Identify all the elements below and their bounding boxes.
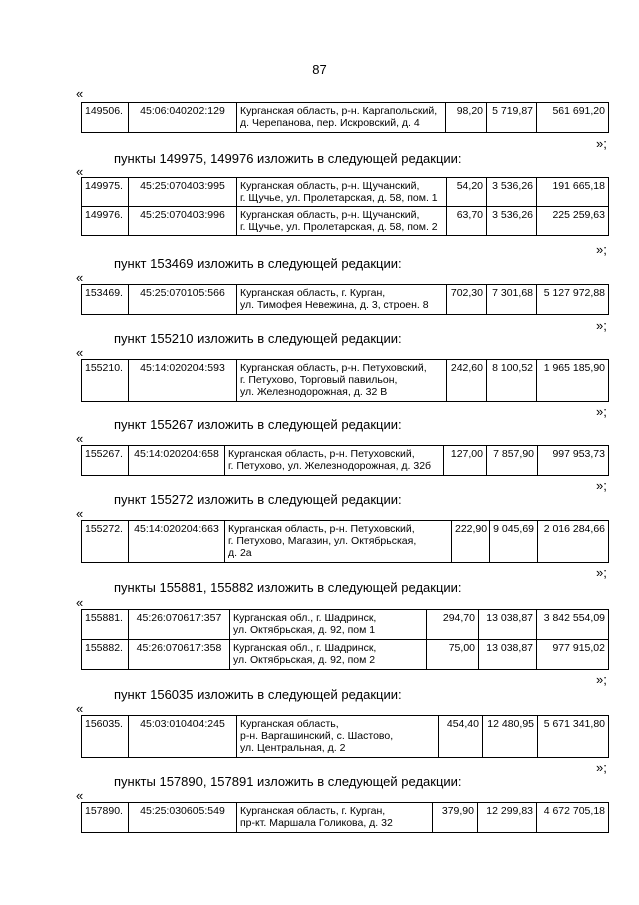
address-cell xyxy=(225,446,444,476)
close-quote: »; xyxy=(596,760,607,775)
rate-cell: 13 038,87 xyxy=(479,610,537,640)
address-line: Курганская область, р-н. Каргапольский, xyxy=(240,105,438,117)
rate-cell: 12 299,83 xyxy=(478,803,537,833)
section-heading: пункт 153469 изложить в следующей редакции: xyxy=(114,256,402,271)
table-row xyxy=(82,521,609,563)
address-cell xyxy=(230,640,427,670)
address-line: Курганская обл., г. Шадринск, xyxy=(233,612,377,624)
address-line: Курганская область, р-н. Петуховский, xyxy=(240,362,427,374)
address-line: Курганская область, г. Курган, xyxy=(240,287,386,299)
registry-table xyxy=(81,802,609,833)
address-cell xyxy=(230,610,427,640)
cadastral-number: 45:14:020204:593 xyxy=(129,360,237,402)
address-line: Курганская область, xyxy=(240,718,339,730)
value-cell: 977 915,02 xyxy=(537,640,609,670)
address-cell xyxy=(237,178,447,207)
address-line: ул. Центральная, д. 2 xyxy=(240,742,346,754)
rate-cell: 13 038,87 xyxy=(479,640,537,670)
open-quote: « xyxy=(76,86,84,101)
cadastral-number: 45:14:020204:658 xyxy=(129,446,225,476)
area-cell: 379,90 xyxy=(433,803,478,833)
item-number: 155272. xyxy=(82,521,129,563)
area-cell: 63,70 xyxy=(447,207,487,236)
item-number: 156035. xyxy=(82,716,129,758)
area-cell: 702,30 xyxy=(447,285,487,315)
item-number: 157890. xyxy=(82,803,129,833)
cadastral-number: 45:06:040202:129 xyxy=(129,103,237,133)
address-line: Курганская область, г. Курган, xyxy=(240,805,386,817)
rate-cell: 7 301,68 xyxy=(487,285,537,315)
table-row xyxy=(82,207,609,236)
table-row xyxy=(82,285,609,315)
section-heading: пункты 157890, 157891 изложить в следующей редакции: xyxy=(114,774,462,789)
section-heading: пункты 149975, 149976 изложить в следующей редакции: xyxy=(114,151,462,166)
close-quote: »; xyxy=(596,242,607,257)
value-cell: 1 965 185,90 xyxy=(537,360,609,402)
open-quote: « xyxy=(76,701,84,716)
cadastral-number: 45:26:070617:358 xyxy=(129,640,230,670)
address-line: Курганская область, р-н. Щучанский, xyxy=(240,209,420,221)
value-cell: 5 671 341,80 xyxy=(538,716,609,758)
address-line: г. Петухово, Торговый павильон, xyxy=(240,374,398,386)
cadastral-number: 45:14:020204:663 xyxy=(129,521,225,563)
address-line: г. Щучье, ул. Пролетарская, д. 58, пом. 2 xyxy=(240,221,438,233)
close-quote: »; xyxy=(596,318,607,333)
open-quote: « xyxy=(76,345,84,360)
section-heading: пункт 155210 изложить в следующей редакции: xyxy=(114,331,402,346)
close-quote: »; xyxy=(596,672,607,687)
cadastral-number: 45:25:070105:566 xyxy=(129,285,237,315)
rate-cell: 12 480,95 xyxy=(483,716,538,758)
registry-table xyxy=(81,609,609,670)
item-number: 149975. xyxy=(82,178,129,207)
address-cell xyxy=(237,803,433,833)
address-line: Курганская область, р-н. Петуховский, xyxy=(228,523,415,535)
area-cell: 127,00 xyxy=(444,446,487,476)
area-cell: 75,00 xyxy=(427,640,479,670)
table-row xyxy=(82,360,609,402)
address-cell xyxy=(237,103,446,133)
registry-table xyxy=(81,520,609,563)
item-number: 155882. xyxy=(82,640,129,670)
item-number: 155210. xyxy=(82,360,129,402)
value-cell: 191 665,18 xyxy=(537,178,609,207)
registry-table xyxy=(81,284,609,315)
address-line: г. Щучье, ул. Пролетарская, д. 58, пом. 1 xyxy=(240,192,438,204)
address-line: ул. Октябрьская, д. 92, пом 1 xyxy=(233,624,376,636)
registry-table xyxy=(81,359,609,402)
open-quote: « xyxy=(76,506,84,521)
close-quote: »; xyxy=(596,565,607,580)
value-cell: 225 259,63 xyxy=(537,207,609,236)
address-line: Курганская область, р-н. Щучанский, xyxy=(240,180,420,192)
rate-cell: 5 719,87 xyxy=(487,103,537,133)
table-row xyxy=(82,178,609,207)
cadastral-number: 45:25:030605:549 xyxy=(129,803,237,833)
close-quote: »; xyxy=(596,478,607,493)
open-quote: « xyxy=(76,788,84,803)
cadastral-number: 45:25:070403:996 xyxy=(129,207,237,236)
rate-cell: 9 045,69 xyxy=(490,521,538,563)
address-line: Курганская обл., г. Шадринск, xyxy=(233,642,377,654)
item-number: 155881. xyxy=(82,610,129,640)
address-line: д. 2а xyxy=(228,547,252,559)
section-heading: пункт 155267 изложить в следующей редакции: xyxy=(114,417,402,432)
address-line: д. Черепанова, пер. Искровский, д. 4 xyxy=(240,117,420,129)
address-line: ул. Тимофея Невежина, д. 3, строен. 8 xyxy=(240,299,429,311)
area-cell: 242,60 xyxy=(447,360,487,402)
item-number: 149976. xyxy=(82,207,129,236)
table-row xyxy=(82,103,609,133)
section-heading: пункт 155272 изложить в следующей редакции: xyxy=(114,492,402,507)
value-cell: 4 672 705,18 xyxy=(537,803,609,833)
open-quote: « xyxy=(76,270,84,285)
address-cell xyxy=(237,716,439,758)
table-row xyxy=(82,640,609,670)
section-heading: пункты 155881, 155882 изложить в следующей редакции: xyxy=(114,580,462,595)
registry-table xyxy=(81,715,609,758)
registry-table xyxy=(81,445,609,476)
table-row xyxy=(82,610,609,640)
address-cell xyxy=(237,360,447,402)
address-line: р-н. Варгашинский, с. Шастово, xyxy=(240,730,394,742)
item-number: 155267. xyxy=(82,446,129,476)
area-cell: 454,40 xyxy=(439,716,483,758)
cadastral-number: 45:03:010404:245 xyxy=(129,716,237,758)
area-cell: 222,90 xyxy=(452,521,490,563)
value-cell: 997 953,73 xyxy=(538,446,609,476)
address-line: г. Петухово, Магазин, ул. Октябрьская, xyxy=(228,535,417,547)
table-row xyxy=(82,716,609,758)
value-cell: 3 842 554,09 xyxy=(537,610,609,640)
address-line: Курганская область, р-н. Петуховский, xyxy=(228,448,415,460)
address-cell xyxy=(237,207,447,236)
rate-cell: 3 536,26 xyxy=(487,178,537,207)
area-cell: 54,20 xyxy=(447,178,487,207)
table-row xyxy=(82,803,609,833)
value-cell: 2 016 284,66 xyxy=(538,521,609,563)
address-cell xyxy=(237,285,447,315)
item-number: 149506. xyxy=(82,103,129,133)
close-quote: »; xyxy=(596,136,607,151)
open-quote: « xyxy=(76,595,84,610)
section-heading: пункт 156035 изложить в следующей редакции: xyxy=(114,687,402,702)
cadastral-number: 45:26:070617:357 xyxy=(129,610,230,640)
registry-table xyxy=(81,177,609,236)
value-cell: 561 691,20 xyxy=(537,103,609,133)
item-number: 153469. xyxy=(82,285,129,315)
address-line: ул. Железнодорожная, д. 32 В xyxy=(240,386,388,398)
open-quote: « xyxy=(76,431,84,446)
address-line: пр-кт. Маршала Голикова, д. 32 xyxy=(240,817,393,829)
area-cell: 98,20 xyxy=(446,103,487,133)
registry-table xyxy=(81,102,609,133)
page-number: 87 xyxy=(312,62,327,77)
rate-cell: 7 857,90 xyxy=(487,446,538,476)
table-row xyxy=(82,446,609,476)
address-line: ул. Октябрьская, д. 92, пом 2 xyxy=(233,654,376,666)
address-cell xyxy=(225,521,452,563)
rate-cell: 3 536,26 xyxy=(487,207,537,236)
open-quote: « xyxy=(76,164,84,179)
close-quote: »; xyxy=(596,404,607,419)
rate-cell: 8 100,52 xyxy=(487,360,537,402)
area-cell: 294,70 xyxy=(427,610,479,640)
cadastral-number: 45:25:070403:995 xyxy=(129,178,237,207)
address-line: г. Петухово, ул. Железнодорожная, д. 32б xyxy=(228,460,432,472)
value-cell: 5 127 972,88 xyxy=(537,285,609,315)
